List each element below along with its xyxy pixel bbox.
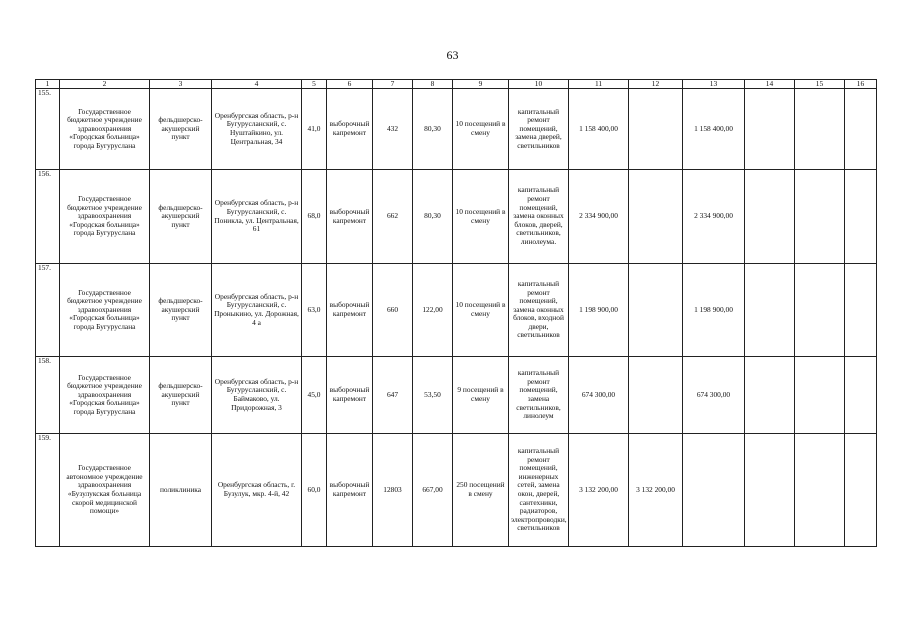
amount-col13-cell: 2 334 900,00 xyxy=(683,170,745,264)
amount-total-cell: 1 198 900,00 xyxy=(569,264,629,357)
institution-cell: Государственное бюджетное учреждение здравоохранения «Городская больница» города Бугуруслана xyxy=(60,89,150,170)
column-number: 16 xyxy=(845,80,877,89)
column-15-cell xyxy=(795,264,845,357)
repairs-cell: капитальный ремонт помещений, замена дверей, светильников xyxy=(509,89,569,170)
work-type-cell: выборочный капремонт xyxy=(327,434,373,547)
column-16-cell xyxy=(845,170,877,264)
column-number: 11 xyxy=(569,80,629,89)
column-number: 1 xyxy=(36,80,60,89)
repairs-cell: капитальный ремонт помещений, замена оконных блоков, дверей, светильников, линолеума. xyxy=(509,170,569,264)
repairs-cell: капитальный ремонт помещений, замена светильников, линолеум xyxy=(509,357,569,434)
amount-col12-cell xyxy=(629,170,683,264)
page-number: 63 xyxy=(446,48,459,62)
address-cell: Оренбургская область, р-н Бугурусланский, с. Нуштайкино, ул. Центральная, 34 xyxy=(212,89,302,170)
area-cell: 63,0 xyxy=(302,264,327,357)
column-16-cell xyxy=(845,89,877,170)
column-16-cell xyxy=(845,357,877,434)
column-14-cell xyxy=(745,357,795,434)
area-cell: 41,0 xyxy=(302,89,327,170)
column-8-cell: 122,00 xyxy=(413,264,453,357)
repairs-cell: капитальный ремонт помещений, инженерных сетей, замена окон, дверей, сантехники, радиаторов, электропроводки, светильников xyxy=(509,434,569,547)
column-number: 15 xyxy=(795,80,845,89)
column-number: 3 xyxy=(150,80,212,89)
facility-type-cell: фельдшерско-акушерский пункт xyxy=(150,89,212,170)
row-number: 159. xyxy=(36,434,60,547)
column-14-cell xyxy=(745,170,795,264)
table-row xyxy=(36,434,877,547)
column-7-cell: 660 xyxy=(373,264,413,357)
column-14-cell xyxy=(745,264,795,357)
work-type-cell: выборочный капремонт xyxy=(327,264,373,357)
column-7-cell: 432 xyxy=(373,89,413,170)
column-7-cell: 662 xyxy=(373,170,413,264)
work-type-cell: выборочный капремонт xyxy=(327,357,373,434)
column-8-cell: 80,30 xyxy=(413,170,453,264)
amount-col12-cell xyxy=(629,264,683,357)
facility-type-cell: фельдшерско-акушерский пункт xyxy=(150,357,212,434)
facility-type-cell: поликлиника xyxy=(150,434,212,547)
institution-cell: Государственное автономное учреждение здравоохранения «Бузулукская больница скорой медицинской помощи» xyxy=(60,434,150,547)
column-number: 10 xyxy=(509,80,569,89)
area-cell: 60,0 xyxy=(302,434,327,547)
amount-total-cell: 2 334 900,00 xyxy=(569,170,629,264)
amount-total-cell: 1 158 400,00 xyxy=(569,89,629,170)
column-14-cell xyxy=(745,89,795,170)
column-number: 5 xyxy=(302,80,327,89)
column-16-cell xyxy=(845,264,877,357)
capacity-cell: 10 посещений в смену xyxy=(453,170,509,264)
capacity-cell: 250 посещений в смену xyxy=(453,434,509,547)
capacity-cell: 9 посещений в смену xyxy=(453,357,509,434)
table-row xyxy=(36,170,877,264)
institution-cell: Государственное бюджетное учреждение здравоохранения «Городская больница» города Бугуруслана xyxy=(60,357,150,434)
column-number: 2 xyxy=(60,80,150,89)
column-15-cell xyxy=(795,357,845,434)
column-number: 12 xyxy=(629,80,683,89)
row-number: 157. xyxy=(36,264,60,357)
row-number: 158. xyxy=(36,357,60,434)
work-type-cell: выборочный капремонт xyxy=(327,89,373,170)
column-15-cell xyxy=(795,170,845,264)
amount-col12-cell xyxy=(629,89,683,170)
column-number: 8 xyxy=(413,80,453,89)
row-number: 156. xyxy=(36,170,60,264)
address-cell: Оренбургская область, р-н Бугурусланский, с. Проныкино, ул. Дорожная, 4 а xyxy=(212,264,302,357)
facility-type-cell: фельдшерско-акушерский пункт xyxy=(150,264,212,357)
institution-cell: Государственное бюджетное учреждение здравоохранения «Городская больница» города Бугуруслана xyxy=(60,264,150,357)
column-7-cell: 12803 xyxy=(373,434,413,547)
register-table xyxy=(35,79,877,547)
column-8-cell: 80,30 xyxy=(413,89,453,170)
amount-col12-cell: 3 132 200,00 xyxy=(629,434,683,547)
column-number: 6 xyxy=(327,80,373,89)
table-row xyxy=(36,357,877,434)
area-cell: 45,0 xyxy=(302,357,327,434)
column-15-cell xyxy=(795,89,845,170)
amount-total-cell: 674 300,00 xyxy=(569,357,629,434)
capacity-cell: 10 посещений в смену xyxy=(453,264,509,357)
column-number: 13 xyxy=(683,80,745,89)
column-number: 4 xyxy=(212,80,302,89)
capacity-cell: 10 посещений в смену xyxy=(453,89,509,170)
column-7-cell: 647 xyxy=(373,357,413,434)
column-number: 7 xyxy=(373,80,413,89)
facility-type-cell: фельдшерско-акушерский пункт xyxy=(150,170,212,264)
address-cell: Оренбургская область, г. Бузулук, мкр. 4-й, 42 xyxy=(212,434,302,547)
column-8-cell: 667,00 xyxy=(413,434,453,547)
amount-col13-cell: 674 300,00 xyxy=(683,357,745,434)
column-number-row xyxy=(36,80,877,89)
column-8-cell: 53,50 xyxy=(413,357,453,434)
table-row xyxy=(36,89,877,170)
column-14-cell xyxy=(745,434,795,547)
row-number: 155. xyxy=(36,89,60,170)
address-cell: Оренбургская область, р-н Бугурусланский, с. Поникла, ул. Центральная, 61 xyxy=(212,170,302,264)
column-16-cell xyxy=(845,434,877,547)
column-number: 14 xyxy=(745,80,795,89)
column-number: 9 xyxy=(453,80,509,89)
address-cell: Оренбургская область, р-н Бугурусланский, с. Баймаково, ул. Придорожная, 3 xyxy=(212,357,302,434)
repairs-cell: капитальный ремонт помещений, замена оконных блоков, входной двери, светильников xyxy=(509,264,569,357)
amount-col13-cell: 1 198 900,00 xyxy=(683,264,745,357)
table-row xyxy=(36,264,877,357)
institution-cell: Государственное бюджетное учреждение здравоохранения «Городская больница» города Бугуруслана xyxy=(60,170,150,264)
amount-col13-cell: 1 158 400,00 xyxy=(683,89,745,170)
column-15-cell xyxy=(795,434,845,547)
work-type-cell: выборочный капремонт xyxy=(327,170,373,264)
amount-col13-cell xyxy=(683,434,745,547)
area-cell: 68,0 xyxy=(302,170,327,264)
amount-col12-cell xyxy=(629,357,683,434)
amount-total-cell: 3 132 200,00 xyxy=(569,434,629,547)
